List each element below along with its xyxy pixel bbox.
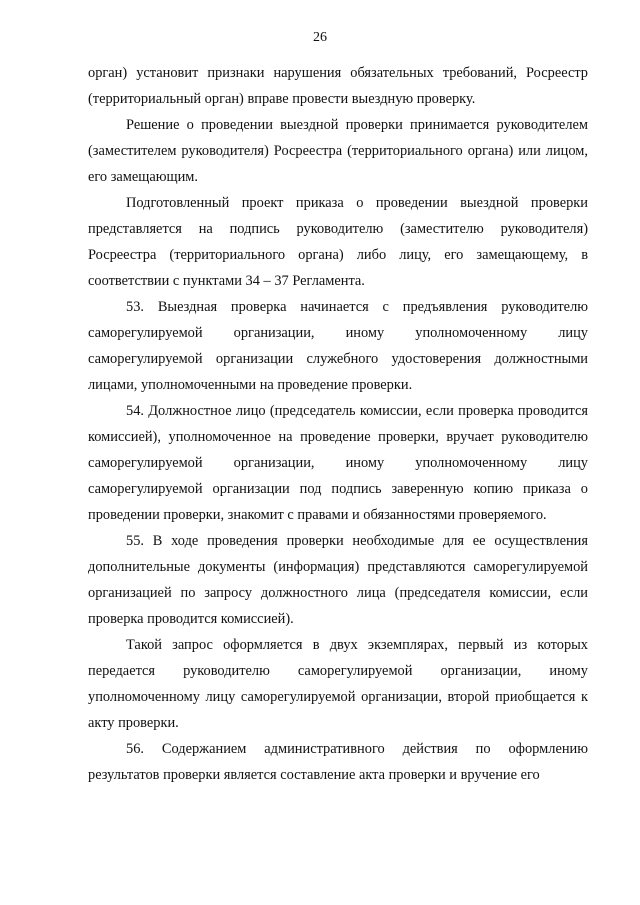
document-body: [88, 60, 588, 788]
paragraph-decision: Решение о проведении выездной проверки принимается руководителем (заместителем руководителя) Росреестра (территориального органа) или лицом, его замещающим.: [88, 117, 588, 185]
paragraph-item-53: 53. Выездная проверка начинается с предъявления руководителю саморегулируемой организации, иному уполномоченному лицу саморегулируемой организации служебного удостоверения должностными лицами, уполномоченными на проведение проверки.: [88, 299, 588, 393]
page-number: 26: [313, 30, 327, 45]
paragraph-item-55: 55. В ходе проведения проверки необходимые для ее осуществления дополнительные документы (информация) представляются саморегулируемой организацией по запросу должностного лица (председателя комиссии, если проверка проводится комиссией).: [88, 533, 588, 627]
paragraph-item-56: 56. Содержанием административного действия по оформлению результатов проверки является составление акта проверки и вручение его: [88, 741, 588, 783]
paragraph-request: Такой запрос оформляется в двух экземплярах, первый из которых передается руководителю саморегулируемой организации, иному уполномоченному лицу саморегулируемой организации, второй приобщается к акту проверки.: [88, 637, 588, 731]
paragraph-item-54: 54. Должностное лицо (председатель комиссии, если проверка проводится комиссией), уполномоченное на проведение проверки, вручает руководителю саморегулируемой организации, иному уполномоченному лицу саморегулируемой организации под подпись заверенную копию приказа о проведении проверки, знакомит с правами и обязанностями проверяемого.: [88, 403, 588, 523]
paragraph-continuation: орган) установит признаки нарушения обязательных требований, Росреестр (территориальный орган) вправе провести выездную проверку.: [88, 65, 588, 107]
paragraph-order-draft: Подготовленный проект приказа о проведении выездной проверки представляется на подпись руководителю (заместителю руководителя) Росреестра (территориального органа) либо лицу, его замещающему, в соответствии с пунктами 34 – 37 Регламента.: [88, 195, 588, 289]
